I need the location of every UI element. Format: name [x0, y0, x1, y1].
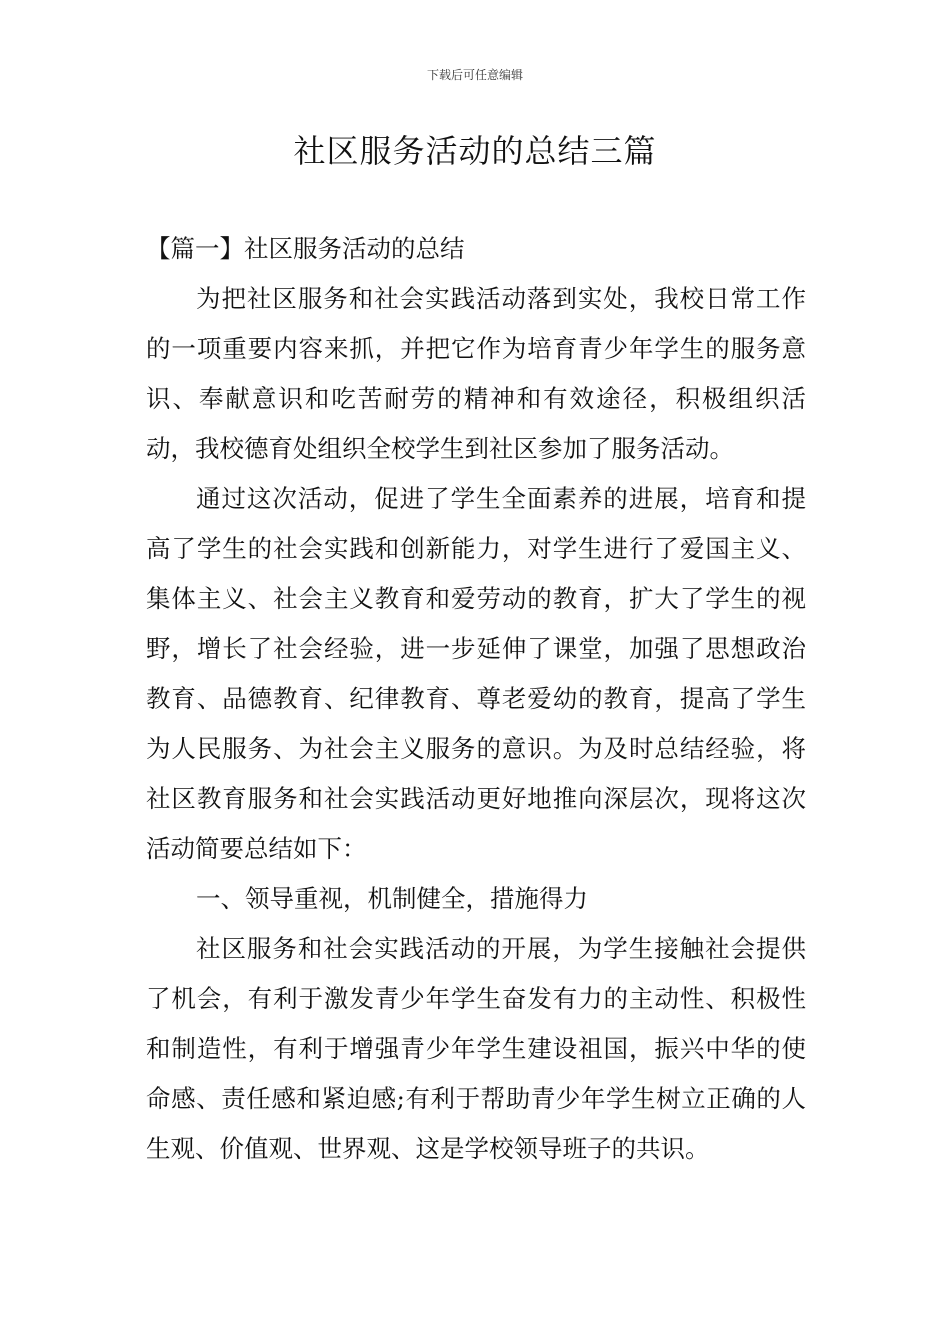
header-note: 下载后可任意编辑 [426, 68, 523, 82]
paragraph-intro: 为把社区服务和社会实践活动落到实处，我校日常工作的一项重要内容来抓，并把它作为培育青少年学生的服务意识、奉献意识和吃苦耐劳的精神和有效途径，积极组织活动，我校德育处组织全校学生到社区参加了服务活动。 [146, 284, 806, 463]
subheading-leadership: 一、领导重视，机制健全，措施得力 [196, 884, 588, 913]
paragraph-significance: 社区服务和社会实践活动的开展，为学生接触社会提供了机会，有利于激发青少年学生奋发有力的主动性、积极性和制造性，有利于增强青少年学生建设祖国，振兴中华的使命感、责任感和紧迫感;有利于帮助青少年学生树立正确的人生观、价值观、世界观、这是学校领导班子的共识。 [146, 934, 806, 1163]
paragraph-results: 通过这次活动，促进了学生全面素养的进展，培育和提高了学生的社会实践和创新能力，对学生进行了爱国主义、集体主义、社会主义教育和爱劳动的教育，扩大了学生的视野，增长了社会经验，进一步延伸了课堂，加强了思想政治教育、品德教育、纪律教育、尊老爱幼的教育，提高了学生为人民服务、为社会主义服务的意识。为及时总结经验，将社区教育服务和社会实践活动更好地推向深层次，现将这次活动简要总结如下： [146, 484, 806, 863]
section-heading: 【篇一】社区服务活动的总结 [146, 234, 465, 263]
document-title: 社区服务活动的总结三篇 [293, 132, 657, 170]
document-body [146, 224, 806, 1174]
